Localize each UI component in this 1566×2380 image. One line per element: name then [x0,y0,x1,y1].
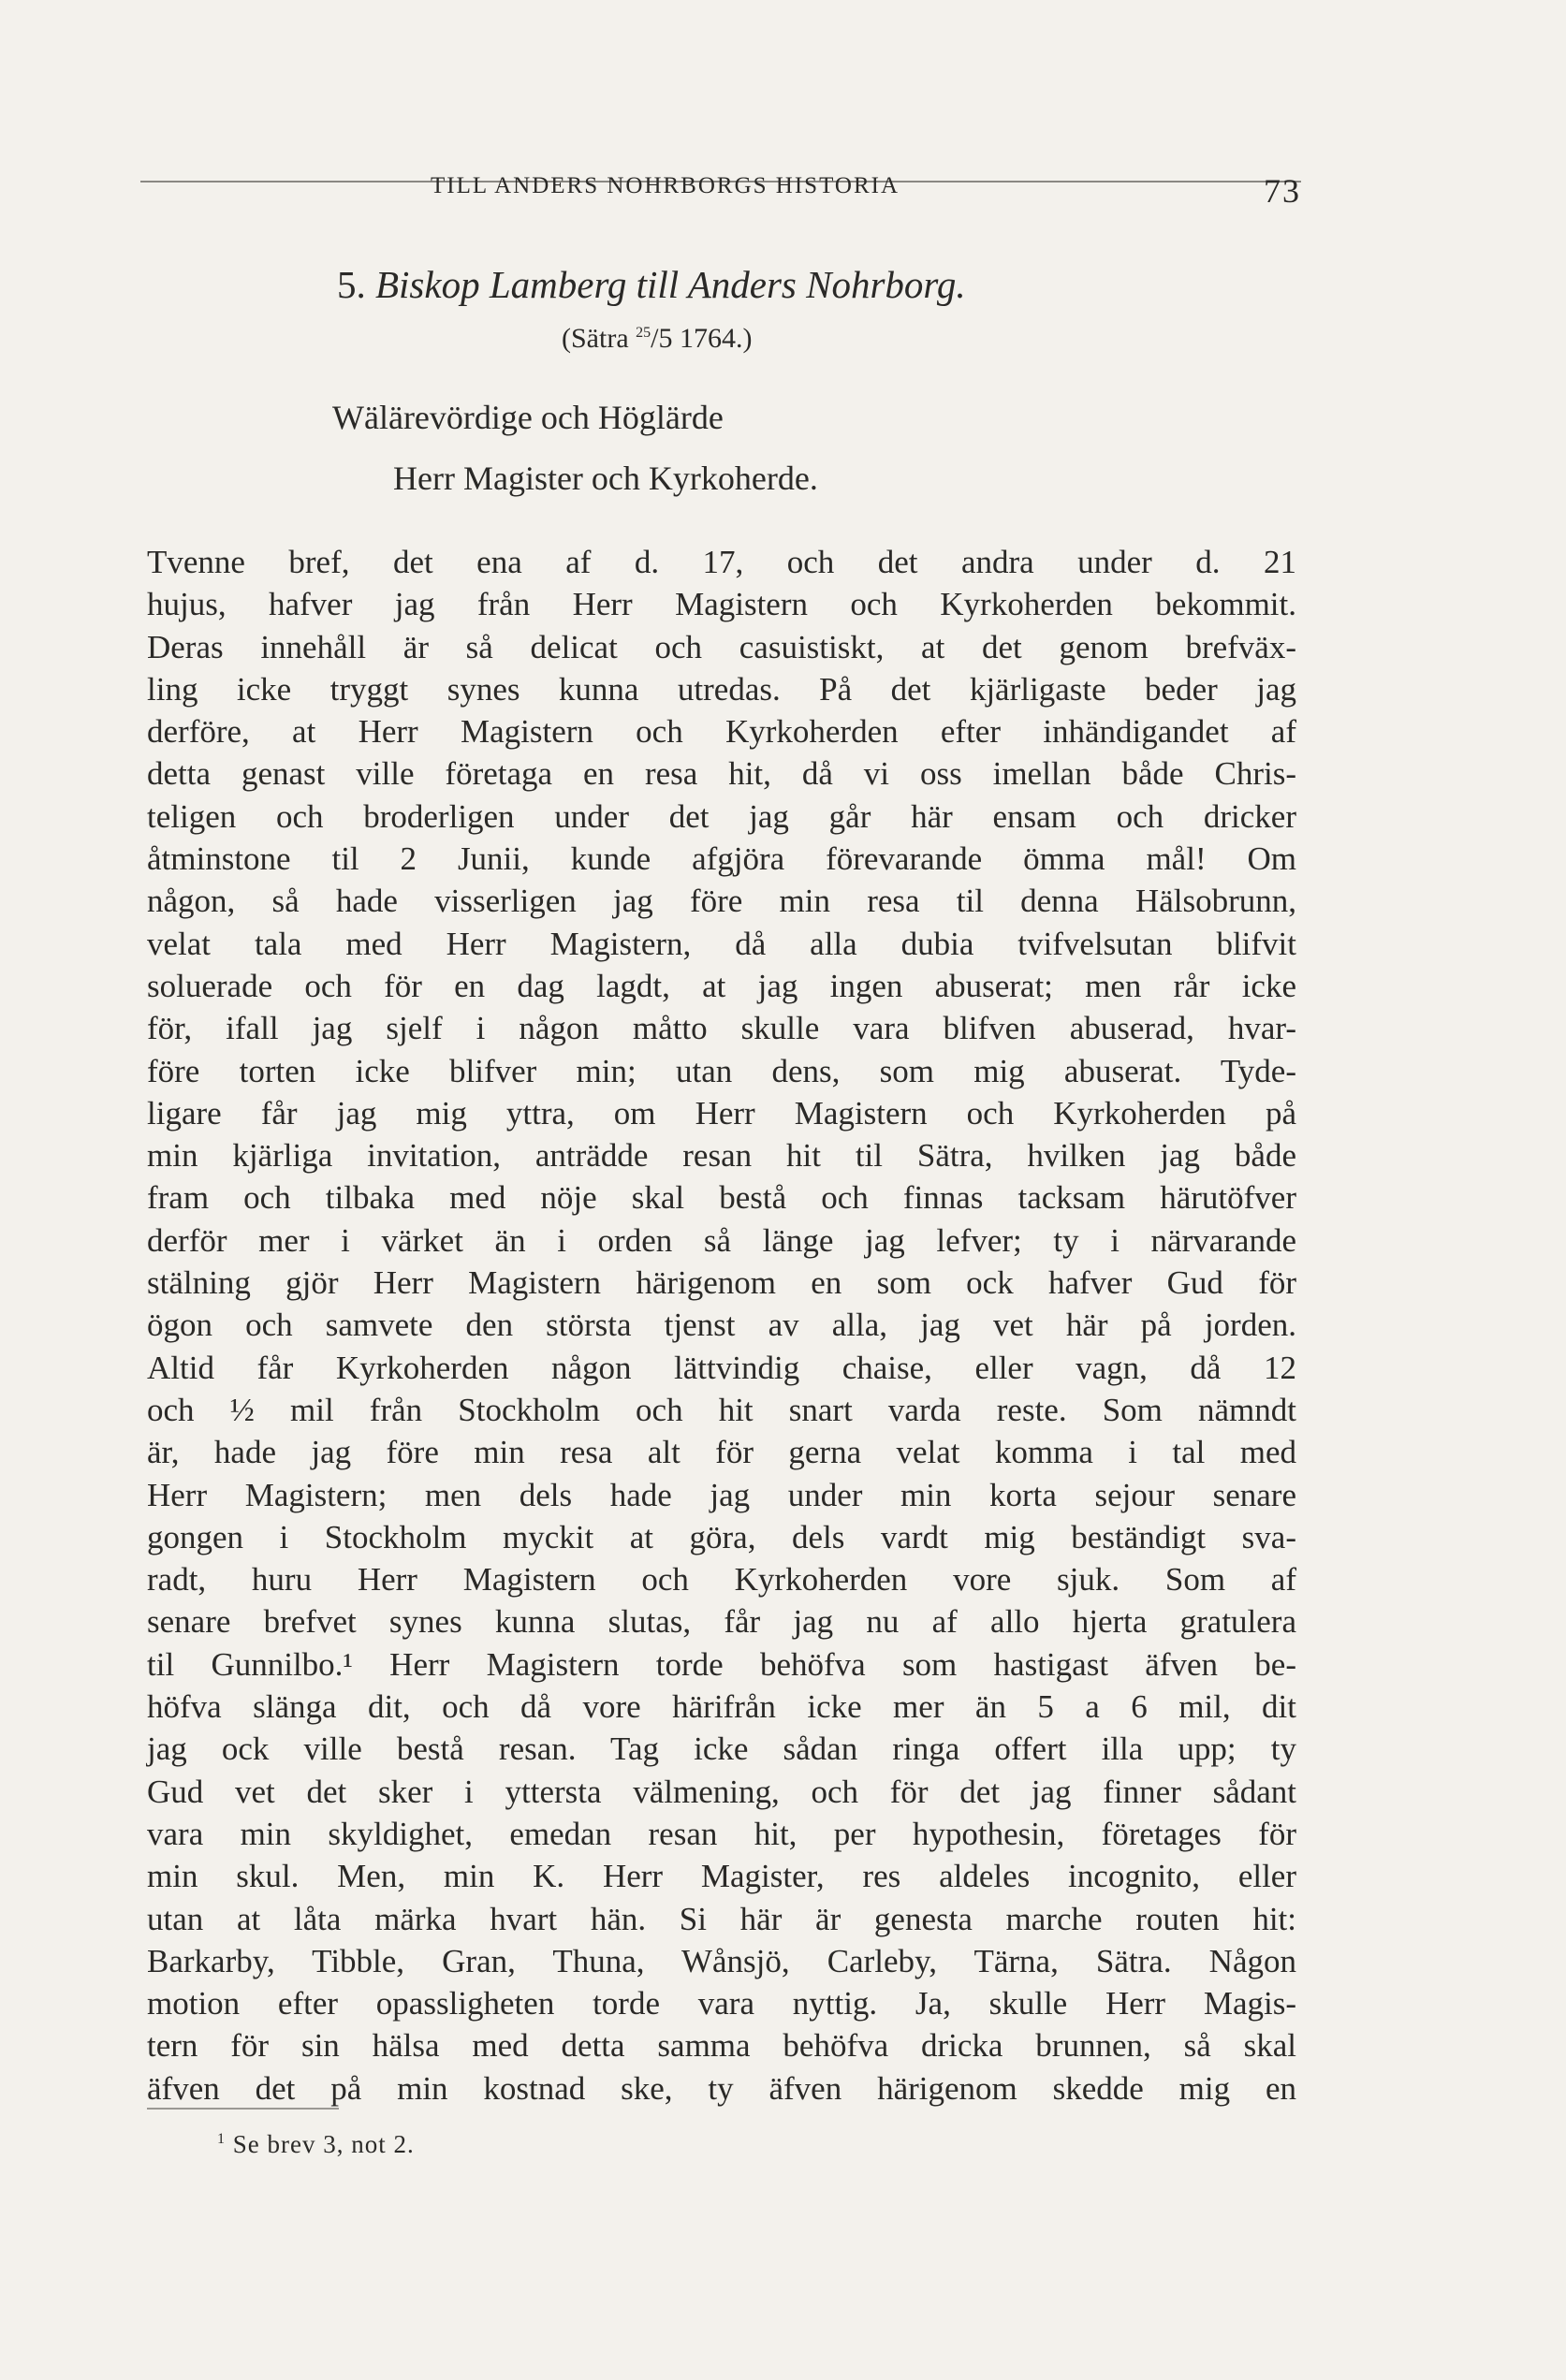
letter-heading [337,262,1179,307]
body-line: är, hade jag före min resa alt för gerna velat komma i tal med [147,1434,1296,1471]
body-line: motion efter opassligheten torde vara nyttig. Ja, skulle Herr Magis- [147,1985,1296,2022]
footnote [217,2130,415,2159]
body-line: detta genast ville företaga en resa hit, då vi oss imellan både Chris- [147,755,1296,793]
body-line: ligare får jag mig yttra, om Herr Magistern och Kyrkoherden på [147,1094,1296,1132]
body-line: jag ock ville bestå resan. Tag icke sådan ringa offert illa upp; ty [147,1730,1296,1768]
body-line: för, ifall jag sjelf i någon måtto skulle vara blifven abuserad, hvar- [147,1010,1296,1047]
body-line: ögon och samvete den största tjenst av alla, jag vet här på jorden. [147,1307,1296,1344]
body-line: fram och tilbaka med nöje skal bestå och finnas tacksam härutöfver [147,1179,1296,1217]
salutation-line-1: Wälärevördige och Höglärde [332,399,724,436]
body-line: til Gunnilbo.¹ Herr Magistern torde behöfva som hastigast äfven be- [147,1645,1296,1683]
body-line: hujus, hafver jag från Herr Magistern och Kyrkoherden bekommit. [147,586,1296,623]
letter-title: Biskop Lamberg till Anders Nohrborg. [375,263,966,306]
body-line: senare brefvet synes kunna slutas, får jag nu af allo hjerta gratulera [147,1603,1296,1641]
body-line: Gud vet det sker i yttersta välmening, och för det jag finner sådant [147,1773,1296,1810]
body-line: min kjärliga invitation, anträdde resan hit til Sätra, hvilken jag både [147,1137,1296,1175]
body-line: Herr Magistern; men dels hade jag under min korta sejour senare [147,1476,1296,1513]
footnote-marker: 1 [217,2131,226,2147]
body-line: tern för sin hälsa med detta samma behöfva dricka brunnen, så skal [147,2027,1296,2065]
body-line: velat tala med Herr Magistern, då alla dubia tvifvelsutan blifvit [147,925,1296,962]
body-line: ling icke tryggt synes kunna utredas. På det kjärligaste beder jag [147,670,1296,708]
letter-date [562,323,752,355]
date-day: 25 [636,325,651,341]
body-line: Barkarby, Tibble, Gran, Thuna, Wånsjö, Carleby, Tärna, Sätra. Någon [147,1942,1296,1979]
body-line: Tvenne bref, det ena af d. 17, och det andra under d. 21 [147,544,1296,580]
running-header [140,172,1301,210]
body-line: före torten icke blifver min; utan dens, som mig abuserat. Tyde- [147,1052,1296,1089]
body-line: Deras innehåll är så delicat och casuistiskt, at det genom brefväx- [147,628,1296,665]
date-month: /5 [651,323,673,354]
body-line: derföre, at Herr Magistern och Kyrkoherden efter inhändigandet af [147,713,1296,751]
body-line: åtminstone til 2 Junii, kunde afgjöra förevarande ömma mål! Om [147,840,1296,878]
body-line: gongen i Stockholm myckit at göra, dels vardt mig beständigt sva- [147,1518,1296,1555]
footnote-text: Se brev 3, not 2. [226,2130,415,2158]
body-line: derför mer i värket än i orden så länge jag lefver; ty i närvarande [147,1221,1296,1259]
date-year: 1764.) [672,323,753,354]
body-line: och ½ mil från Stockholm och hit snart varda reste. Som nämndt [147,1391,1296,1428]
date-prefix: (Sätra [562,323,637,354]
letter-number: 5. [337,263,366,306]
running-title: TILL ANDERS NOHRBORGS HISTORIA [431,173,900,198]
salutation-line-2: Herr Magister och Kyrkoherde. [393,460,818,497]
letter-body [147,541,1296,2110]
body-line: stälning gjör Herr Magistern härigenom en som ock hafver Gud för [147,1264,1296,1302]
body-line: soluerade och för en dag lagdt, at jag ingen abuserat; men rår icke [147,967,1296,1004]
body-line: utan at låta märka hvart hän. Si här är genesta marche routen hit: [147,1900,1296,1937]
body-line: någon, så hade visserligen jag före min resa til denna Hälsobrunn, [147,883,1296,920]
page-number: 73 [1264,172,1301,210]
footnote-divider [147,2108,339,2110]
body-line: teligen och broderligen under det jag går här ensam och dricker [147,797,1296,835]
body-line: vara min skyldighet, emedan resan hit, per hypothesin, företages för [147,1815,1296,1852]
body-line: radt, huru Herr Magistern och Kyrkoherden vore sjuk. Som af [147,1561,1296,1599]
body-line: höfva slänga dit, och då vore härifrån icke mer än 5 a 6 mil, dit [147,1688,1296,1726]
body-line: äfven det på min kostnad ske, ty äfven härigenom skedde mig en [147,2069,1296,2107]
body-line: Altid får Kyrkoherden någon lättvindig chaise, eller vagn, då 12 [147,1349,1296,1386]
body-line: min skul. Men, min K. Herr Magister, res aldeles incognito, eller [147,1858,1296,1895]
